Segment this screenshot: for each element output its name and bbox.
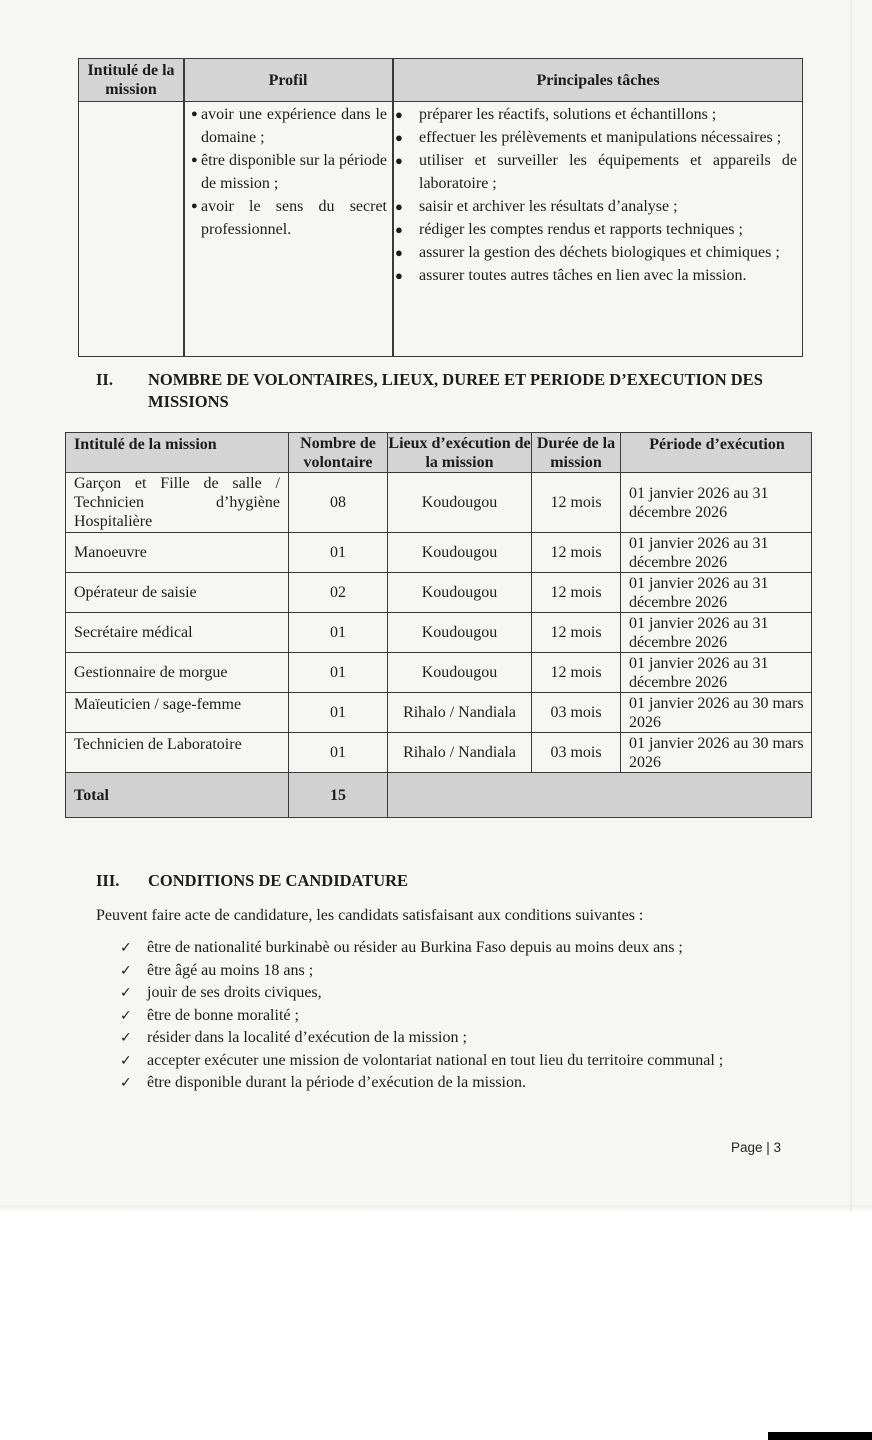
table-row — [66, 473, 811, 533]
cell-duree: 12 mois — [531, 473, 620, 532]
cell-mission: Opérateur de saisie — [74, 584, 197, 601]
total-empty-cell — [387, 773, 811, 817]
cell-nombre: 02 — [288, 573, 387, 612]
total-value: 15 — [288, 773, 387, 817]
header-intitule: Intitulé de la mission — [74, 436, 217, 453]
checkmark-icon: ✓ — [120, 985, 132, 1001]
cell-mission: Manoeuvre — [74, 544, 147, 561]
cell-lieu: Koudougou — [387, 473, 531, 532]
cell-periode: 01 janvier 2026 au 31 décembre 2026 — [620, 653, 811, 692]
header-taches: Principales tâches — [536, 71, 660, 89]
table-row — [66, 653, 811, 693]
checkmark-icon: ✓ — [120, 1075, 132, 1091]
bullet-icon: ● — [395, 153, 403, 168]
bullet-icon: ● — [395, 199, 403, 214]
profil-item: ● avoir le sens du secret professionnel. — [191, 195, 387, 241]
cell-nombre: 01 — [288, 693, 387, 732]
condition-item: ✓ être de nationalité burkinabè ou résider au Burkina Faso depuis au moins deux ans ; — [120, 937, 723, 960]
cell-duree: 12 mois — [531, 613, 620, 652]
tache-item: ● saisir et archiver les résultats d’analyse ; — [395, 195, 797, 218]
section-title: NOMBRE DE VOLONTAIRES, LIEUX, DUREE ET PERIODE D’EXECUTION DES MISSIONS — [148, 370, 763, 411]
bullet-icon: ● — [395, 130, 403, 145]
cell-nombre: 01 — [288, 533, 387, 572]
cell-mission: Gestionnaire de morgue — [74, 664, 228, 681]
cell-periode: 01 janvier 2026 au 31 décembre 2026 — [620, 573, 811, 612]
tache-item: ● rédiger les comptes rendus et rapports techniques ; — [395, 218, 797, 241]
cell-mission: Secrétaire médical — [74, 624, 193, 641]
checkmark-icon: ✓ — [120, 1007, 132, 1024]
conditions-intro: Peuvent faire acte de candidature, les candidats satisfaisant aux conditions suivantes : — [96, 907, 644, 924]
condition-item: ✓ être disponible durant la période d’exécution de la mission. — [120, 1072, 723, 1095]
tache-item: ● effectuer les prélèvements et manipulations nécessaires ; — [395, 126, 797, 149]
cell-duree: 12 mois — [531, 533, 620, 572]
table-row — [66, 573, 811, 613]
cell-lieu: Koudougou — [387, 533, 531, 572]
cell-lieu: Rihalo / Nandiala — [387, 693, 531, 732]
section-title: CONDITIONS DE CANDIDATURE — [148, 871, 409, 890]
profil-item: ● avoir une expérience dans le domaine ; — [191, 103, 387, 149]
tache-item: ● utiliser et surveiller les équipements et appareils de laboratoire ; — [395, 149, 797, 195]
checkmark-icon: ✓ — [120, 962, 132, 979]
header-nombre: Nombre de volontaire — [288, 433, 387, 472]
cell-periode: 01 janvier 2026 au 31 décembre 2026 — [620, 613, 811, 652]
section-number: III. — [96, 871, 120, 890]
tache-item: ● préparer les réactifs, solutions et échantillons ; — [395, 103, 797, 126]
tache-item: ● assurer toutes autres tâches en lien avec la mission. — [395, 264, 797, 287]
cell-mission: Garçon et Fille de salle / Technicien d’hygiène Hospitalière — [74, 475, 280, 530]
header-periode: Période d’exécution — [620, 433, 811, 472]
checkmark-icon: ✓ — [120, 1030, 132, 1046]
cell-duree: 12 mois — [531, 573, 620, 612]
cell-periode: 01 janvier 2026 au 31 décembre 2026 — [620, 473, 811, 532]
bullet-icon: ● — [191, 108, 198, 120]
cell-nombre: 01 — [288, 733, 387, 772]
cell-duree: 03 mois — [531, 733, 620, 772]
scan-artifact-line — [850, 0, 852, 1212]
mission-profile-table — [78, 58, 803, 357]
table-row — [66, 533, 811, 573]
taches-list — [395, 103, 797, 287]
cell-periode: 01 janvier 2026 au 31 décembre 2026 — [620, 533, 811, 572]
column-divider — [392, 59, 394, 356]
tache-item: ● assurer la gestion des déchets biologiques et chimiques ; — [395, 241, 797, 264]
header-lieux: Lieux d’exécution de la mission — [388, 434, 531, 471]
bullet-icon: ● — [395, 268, 403, 283]
total-label: Total — [74, 786, 109, 804]
bullet-icon: ● — [191, 154, 198, 166]
condition-item: ✓ résider dans la localité d’exécution de la mission ; — [120, 1027, 723, 1050]
condition-item: ✓ jouir de ses droits civiques, — [120, 982, 723, 1005]
cell-nombre: 01 — [288, 613, 387, 652]
cell-duree: 03 mois — [531, 693, 620, 732]
profil-list — [191, 103, 387, 241]
section-3-heading — [96, 870, 596, 894]
bullet-icon: ● — [395, 107, 403, 122]
header-intitule: Intitulé de la mission — [87, 62, 175, 98]
section-number: II. — [96, 370, 113, 389]
cell-nombre: 08 — [288, 473, 387, 532]
condition-item: ✓ accepter exécuter une mission de volontariat national en tout lieu du territoire communal ; — [120, 1050, 723, 1073]
cell-lieu: Koudougou — [387, 573, 531, 612]
profil-item: ● être disponible sur la période de mission ; — [191, 149, 387, 195]
header-profil: Profil — [268, 71, 308, 89]
bullet-icon: ● — [395, 222, 403, 237]
checkmark-icon: ✓ — [120, 940, 132, 956]
table-row — [66, 613, 811, 653]
table-row — [66, 733, 811, 773]
checkmark-icon: ✓ — [120, 1052, 132, 1069]
cell-mission: Maïeuticien / sage-femme — [74, 696, 242, 713]
page-bottom-edge — [0, 1205, 872, 1213]
cell-duree: 12 mois — [531, 653, 620, 692]
cell-lieu: Koudougou — [387, 613, 531, 652]
cell-periode: 01 janvier 2026 au 30 mars 2026 — [620, 693, 811, 732]
cell-nombre: 01 — [288, 653, 387, 692]
condition-item: ✓ être âgé au moins 18 ans ; — [120, 960, 723, 983]
volunteers-table — [65, 432, 812, 818]
table-row — [66, 693, 811, 733]
bullet-icon: ● — [395, 245, 403, 260]
page-number: Page | 3 — [731, 1140, 782, 1155]
redaction-bar — [768, 1432, 872, 1440]
cell-lieu: Rihalo / Nandiala — [387, 733, 531, 772]
column-divider — [183, 59, 185, 356]
header-duree: Durée de la mission — [531, 433, 620, 472]
table-total-row — [66, 773, 811, 817]
cell-mission: Technicien de Laboratoire — [74, 736, 242, 753]
cell-periode: 01 janvier 2026 au 30 mars 2026 — [620, 733, 811, 772]
cell-lieu: Koudougou — [387, 653, 531, 692]
condition-item: ✓ être de bonne moralité ; — [120, 1005, 723, 1028]
bullet-icon: ● — [191, 200, 198, 212]
table-header-row — [66, 433, 811, 473]
conditions-list — [120, 937, 723, 1095]
section-2-heading — [96, 369, 816, 415]
